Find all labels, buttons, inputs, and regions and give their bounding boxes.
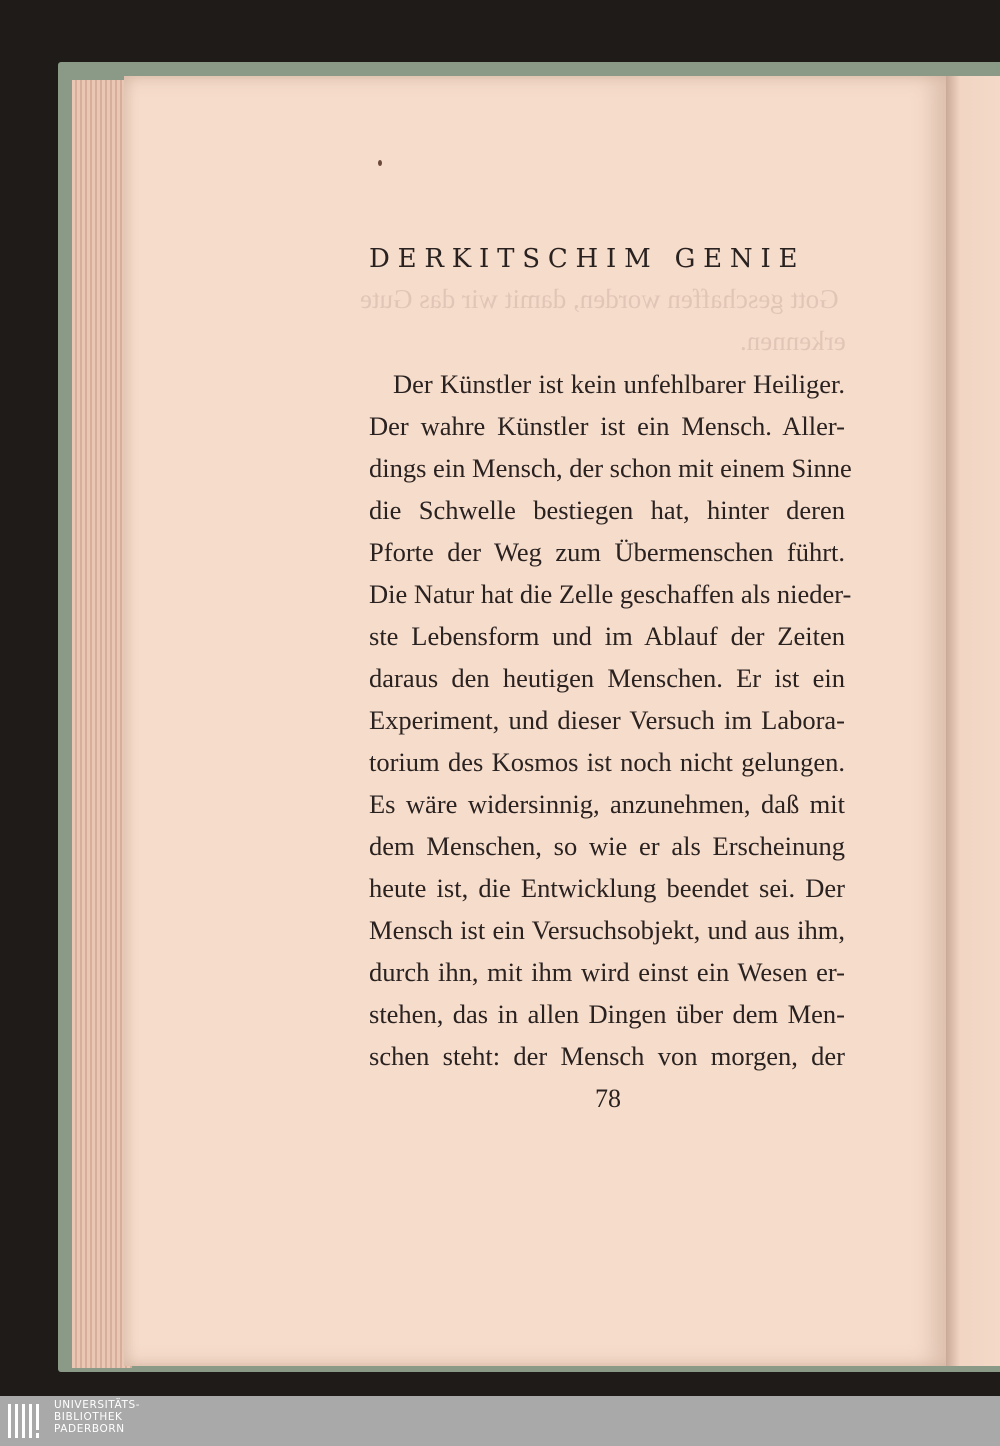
bleed-through-line: Gott geschaffen worden, damit wir das Gute (360, 284, 839, 314)
text-line: heute ist, die Entwicklung beendet sei. Der (369, 873, 845, 903)
text-line: Es wäre widersinnig, anzunehmen, daß mit (369, 789, 845, 819)
library-logo-text (54, 1399, 140, 1435)
running-head: DERKITSCHIM GENIE (369, 244, 806, 274)
library-footer (0, 1396, 1000, 1446)
facing-page-edge (946, 76, 1000, 1366)
text-line: stehen, das in allen Dingen über dem Men- (369, 999, 845, 1029)
text-line: schen steht: der Mensch von morgen, der (369, 1041, 845, 1071)
page-number: 78 (595, 1084, 621, 1113)
logo-line: PADERBORN (54, 1423, 125, 1435)
text-line: Der Künstler ist kein unfehlbarer Heiliger. (393, 369, 845, 399)
text-line: torium des Kosmos ist noch nicht gelungen. (369, 747, 845, 777)
text-line: daraus den heutigen Menschen. Er ist ein (369, 663, 845, 693)
text-line: Experiment, und dieser Versuch im Labora- (369, 705, 845, 735)
text-line: die Schwelle bestiegen hat, hinter deren (369, 495, 845, 525)
library-logo-icon (6, 1402, 46, 1440)
logo-line: UNIVERSITÄTS- (54, 1399, 141, 1411)
page-edges (72, 80, 132, 1368)
text-line: ste Lebensform und im Ablauf der Zeiten (369, 621, 845, 651)
paper-speck (378, 160, 382, 166)
text-line: Mensch ist ein Versuchsobjekt, und aus ihm, (369, 915, 845, 945)
text-line: Der wahre Künstler ist ein Mensch. Aller- (369, 411, 845, 441)
text-line: dem Menschen, so wie er als Erscheinung (369, 831, 845, 861)
bleed-through-line: erkennen. (740, 326, 846, 356)
text-line: dings ein Mensch, der schon mit einem Sinne (369, 453, 852, 483)
body-text (369, 363, 852, 1077)
logo-line: BIBLIOTHEK (54, 1411, 123, 1423)
text-line: durch ihn, mit ihm wird einst ein Wesen er- (369, 957, 845, 987)
text-line: Pforte der Weg zum Übermenschen führt. (369, 537, 845, 567)
text-line: Die Natur hat die Zelle geschaffen als nieder- (369, 579, 852, 609)
